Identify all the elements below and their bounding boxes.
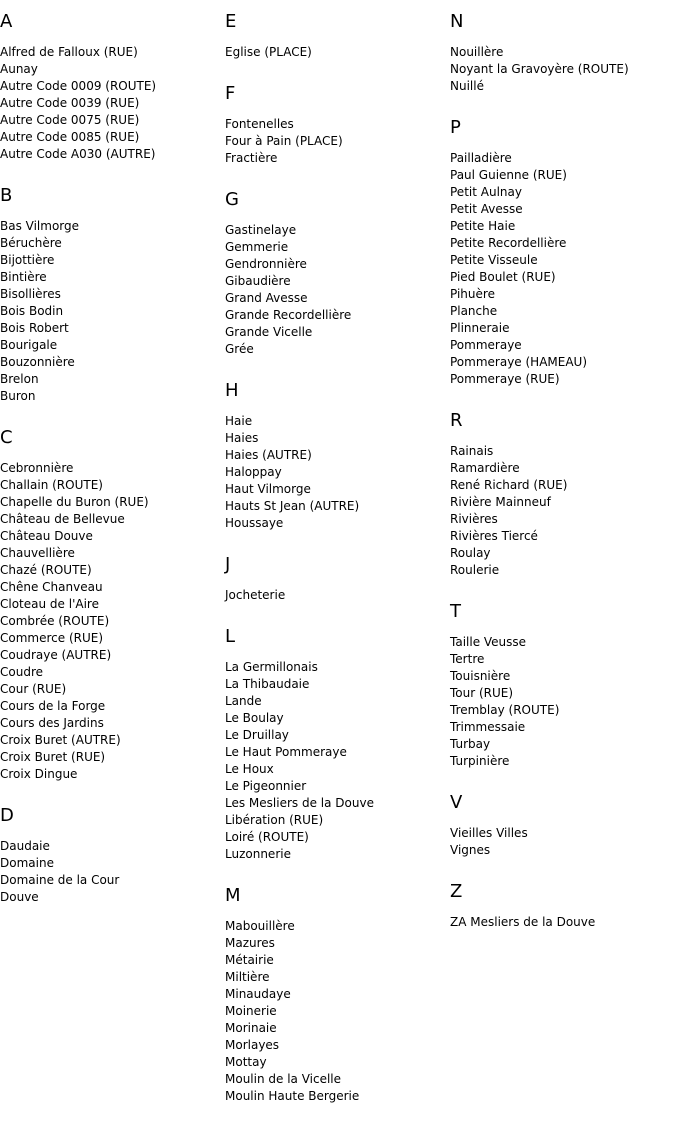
street-list-item: Moinerie: [225, 1004, 277, 1018]
street-list-item: Turpinière: [450, 754, 510, 768]
letter-section: [450, 880, 675, 931]
street-list-item: Fontenelles: [225, 117, 294, 131]
section-letter-heading: Z: [450, 881, 463, 902]
street-list-item: Métairie: [225, 953, 274, 967]
street-list: [450, 150, 675, 388]
section-letter-heading: P: [450, 117, 461, 138]
street-list: [450, 825, 675, 859]
street-list-item: Nouillère: [450, 45, 504, 59]
section-letter-heading: A: [0, 11, 13, 32]
street-list-item: Morinaie: [225, 1021, 277, 1035]
street-list-item: Haie: [225, 414, 253, 428]
street-list: [450, 634, 675, 770]
street-list-item: Aunay: [0, 62, 38, 76]
street-list-item: Nuillé: [450, 79, 484, 93]
street-list-item: Combrée (ROUTE): [0, 614, 110, 628]
section-letter-heading: N: [450, 11, 464, 32]
street-list-item: Loiré (ROUTE): [225, 830, 309, 844]
street-list-item: Autre Code 0009 (ROUTE): [0, 79, 157, 93]
street-list-item: Bois Robert: [0, 321, 69, 335]
street-list-item: Cours des Jardins: [0, 716, 104, 730]
street-list-item: Hauts St Jean (AUTRE): [225, 499, 360, 513]
street-list-item: Lande: [225, 694, 262, 708]
street-list-item: Cour (RUE): [0, 682, 67, 696]
street-list-item: Bijottière: [0, 253, 55, 267]
street-list-item: Grand Avesse: [225, 291, 308, 305]
letter-section: [225, 553, 450, 604]
street-list-item: Gemmerie: [225, 240, 289, 254]
street-list-item: Croix Dingue: [0, 767, 78, 781]
section-letter-heading: J: [225, 554, 231, 575]
street-list-item: Autre Code 0085 (RUE): [0, 130, 140, 144]
street-list-item: Gibaudière: [225, 274, 291, 288]
street-list-item: Château de Bellevue: [0, 512, 125, 526]
street-list: [0, 44, 225, 163]
street-list-item: Vignes: [450, 843, 491, 857]
street-list-item: Roulerie: [450, 563, 500, 577]
street-list-item: La Thibaudaie: [225, 677, 310, 691]
street-list-item: Bas Vilmorge: [0, 219, 80, 233]
street-list-item: Fractière: [225, 151, 278, 165]
street-list: [225, 659, 450, 863]
letter-section: [0, 184, 225, 405]
street-list-item: ZA Mesliers de la Douve: [450, 915, 596, 929]
street-list-item: Béruchère: [0, 236, 62, 250]
street-list: [450, 443, 675, 579]
street-list-item: Rainais: [450, 444, 494, 458]
street-list-item: Planche: [450, 304, 498, 318]
section-letter-heading: F: [225, 83, 236, 104]
street-list-item: Pihuère: [450, 287, 495, 301]
street-list-item: Vieilles Villes: [450, 826, 528, 840]
street-list: [225, 44, 450, 61]
street-list-item: Paul Guienne (RUE): [450, 168, 567, 182]
street-list-item: Petite Visseule: [450, 253, 538, 267]
street-list-item: Cebronnière: [0, 461, 74, 475]
street-list-item: Autre Code 0075 (RUE): [0, 113, 140, 127]
street-list-item: Rivières Tiercé: [450, 529, 538, 543]
letter-section: [450, 600, 675, 770]
street-list-item: Croix Buret (RUE): [0, 750, 106, 764]
street-list-item: Plinneraie: [450, 321, 510, 335]
street-list-item: Petit Aulnay: [450, 185, 522, 199]
street-list-item: Coudre: [0, 665, 43, 679]
letter-section: [225, 379, 450, 532]
street-list-item: Noyant la Gravoyère (ROUTE): [450, 62, 629, 76]
index-column-2: [225, 10, 450, 1126]
street-list-item: Tertre: [450, 652, 485, 666]
letter-section: [225, 884, 450, 1105]
street-list-item: Jocheterie: [225, 588, 286, 602]
letter-section: [0, 804, 225, 906]
letter-section: [225, 10, 450, 61]
street-list-item: Touisnière: [450, 669, 511, 683]
street-list: [0, 218, 225, 405]
street-list-item: Croix Buret (AUTRE): [0, 733, 121, 747]
street-list-item: Château Douve: [0, 529, 93, 543]
street-list-item: Grande Vicelle: [225, 325, 313, 339]
street-list: [225, 413, 450, 532]
street-list-item: Chazé (ROUTE): [0, 563, 92, 577]
street-list-item: Pommeraye (RUE): [450, 372, 560, 386]
street-list-item: Domaine de la Cour: [0, 873, 120, 887]
street-list-item: Gendronnière: [225, 257, 307, 271]
street-list-item: Mabouillère: [225, 919, 295, 933]
street-list-item: Pailladière: [450, 151, 512, 165]
street-list: [0, 460, 225, 783]
letter-section: [0, 426, 225, 783]
street-list-item: Le Haut Pommeraye: [225, 745, 347, 759]
street-list-item: Le Boulay: [225, 711, 284, 725]
letter-section: [450, 791, 675, 859]
street-list: [225, 116, 450, 167]
letter-section: [450, 116, 675, 388]
street-list-item: Bouzonnière: [0, 355, 75, 369]
section-letter-heading: H: [225, 380, 239, 401]
street-list-item: Chapelle du Buron (RUE): [0, 495, 149, 509]
street-list-item: Petit Avesse: [450, 202, 523, 216]
street-list-item: Petite Recordellière: [450, 236, 567, 250]
street-list-item: Haloppay: [225, 465, 282, 479]
street-list-item: Pied Boulet (RUE): [450, 270, 556, 284]
street-list-item: Daudaie: [0, 839, 50, 853]
section-letter-heading: R: [450, 410, 463, 431]
street-list-item: Pommeraye: [450, 338, 522, 352]
section-letter-heading: B: [0, 185, 13, 206]
letter-section: [0, 10, 225, 163]
street-list-item: Commerce (RUE): [0, 631, 104, 645]
street-list-item: Minaudaye: [225, 987, 291, 1001]
section-letter-heading: E: [225, 11, 237, 32]
street-list: [450, 914, 675, 931]
street-list-item: Domaine: [0, 856, 54, 870]
street-list-item: Morlayes: [225, 1038, 280, 1052]
letter-section: [225, 188, 450, 358]
street-list-item: Haies (AUTRE): [225, 448, 312, 462]
section-letter-heading: G: [225, 189, 239, 210]
street-list-item: Bintière: [0, 270, 47, 284]
street-list-item: Buron: [0, 389, 36, 403]
street-list-item: Grée: [225, 342, 254, 356]
street-list-item: Roulay: [450, 546, 491, 560]
section-letter-heading: D: [0, 805, 14, 826]
section-letter-heading: M: [225, 885, 241, 906]
street-list-item: Cloteau de l'Aire: [0, 597, 99, 611]
street-list-item: Les Mesliers de la Douve: [225, 796, 374, 810]
letter-section: [225, 82, 450, 167]
section-letter-heading: T: [450, 601, 461, 622]
street-list-item: Bisollières: [0, 287, 61, 301]
street-list: [450, 44, 675, 95]
street-list-item: Haut Vilmorge: [225, 482, 311, 496]
street-list-item: Grande Recordellière: [225, 308, 352, 322]
street-list-item: Cours de la Forge: [0, 699, 106, 713]
street-list-item: Chauvellière: [0, 546, 75, 560]
street-list-item: Turbay: [450, 737, 491, 751]
street-list-item: Moulin de la Vicelle: [225, 1072, 342, 1086]
street-list-item: Petite Haie: [450, 219, 516, 233]
street-list-item: Le Druillay: [225, 728, 289, 742]
street-list-item: Autre Code A030 (AUTRE): [0, 147, 156, 161]
section-letter-heading: L: [225, 626, 236, 647]
street-list-item: Coudraye (AUTRE): [0, 648, 112, 662]
street-list-item: Haies: [225, 431, 259, 445]
street-list-item: Bois Bodin: [0, 304, 64, 318]
street-list-item: Taille Veusse: [450, 635, 527, 649]
street-list: [225, 587, 450, 604]
street-list-item: Four à Pain (PLACE): [225, 134, 343, 148]
street-list-item: René Richard (RUE): [450, 478, 568, 492]
street-list-item: Trimmessaie: [450, 720, 526, 734]
street-list-item: Gastinelaye: [225, 223, 297, 237]
street-list-item: Brelon: [0, 372, 39, 386]
letter-section: [450, 409, 675, 579]
street-list-item: Pommeraye (HAMEAU): [450, 355, 588, 369]
street-list-item: Le Houx: [225, 762, 274, 776]
street-list-item: Eglise (PLACE): [225, 45, 312, 59]
street-list-item: Le Pigeonnier: [225, 779, 307, 793]
street-list-item: Alfred de Falloux (RUE): [0, 45, 138, 59]
street-list: [225, 918, 450, 1105]
section-letter-heading: C: [0, 427, 13, 448]
street-list-item: Luzonnerie: [225, 847, 291, 861]
street-list-item: Rivière Mainneuf: [450, 495, 551, 509]
street-list-item: Tremblay (ROUTE): [450, 703, 560, 717]
street-list-item: Chêne Chanveau: [0, 580, 103, 594]
street-list-item: Moulin Haute Bergerie: [225, 1089, 360, 1103]
letter-section: [225, 625, 450, 863]
section-letter-heading: V: [450, 792, 463, 813]
street-list-item: Libération (RUE): [225, 813, 324, 827]
street-list-item: Mottay: [225, 1055, 267, 1069]
street-list-item: Ramardière: [450, 461, 520, 475]
street-list: [225, 222, 450, 358]
street-list-item: Autre Code 0039 (RUE): [0, 96, 140, 110]
street-list-item: Tour (RUE): [450, 686, 514, 700]
index-column-3: [450, 10, 675, 952]
street-list-item: Miltière: [225, 970, 270, 984]
street-list-item: Houssaye: [225, 516, 284, 530]
street-list-item: Douve: [0, 890, 39, 904]
street-list: [0, 838, 225, 906]
letter-section: [450, 10, 675, 95]
street-list-item: Mazures: [225, 936, 275, 950]
street-list-item: Challain (ROUTE): [0, 478, 103, 492]
index-column-1: [0, 10, 225, 927]
street-list-item: La Germillonais: [225, 660, 318, 674]
street-list-item: Rivières: [450, 512, 498, 526]
street-list-item: Bourigale: [0, 338, 58, 352]
